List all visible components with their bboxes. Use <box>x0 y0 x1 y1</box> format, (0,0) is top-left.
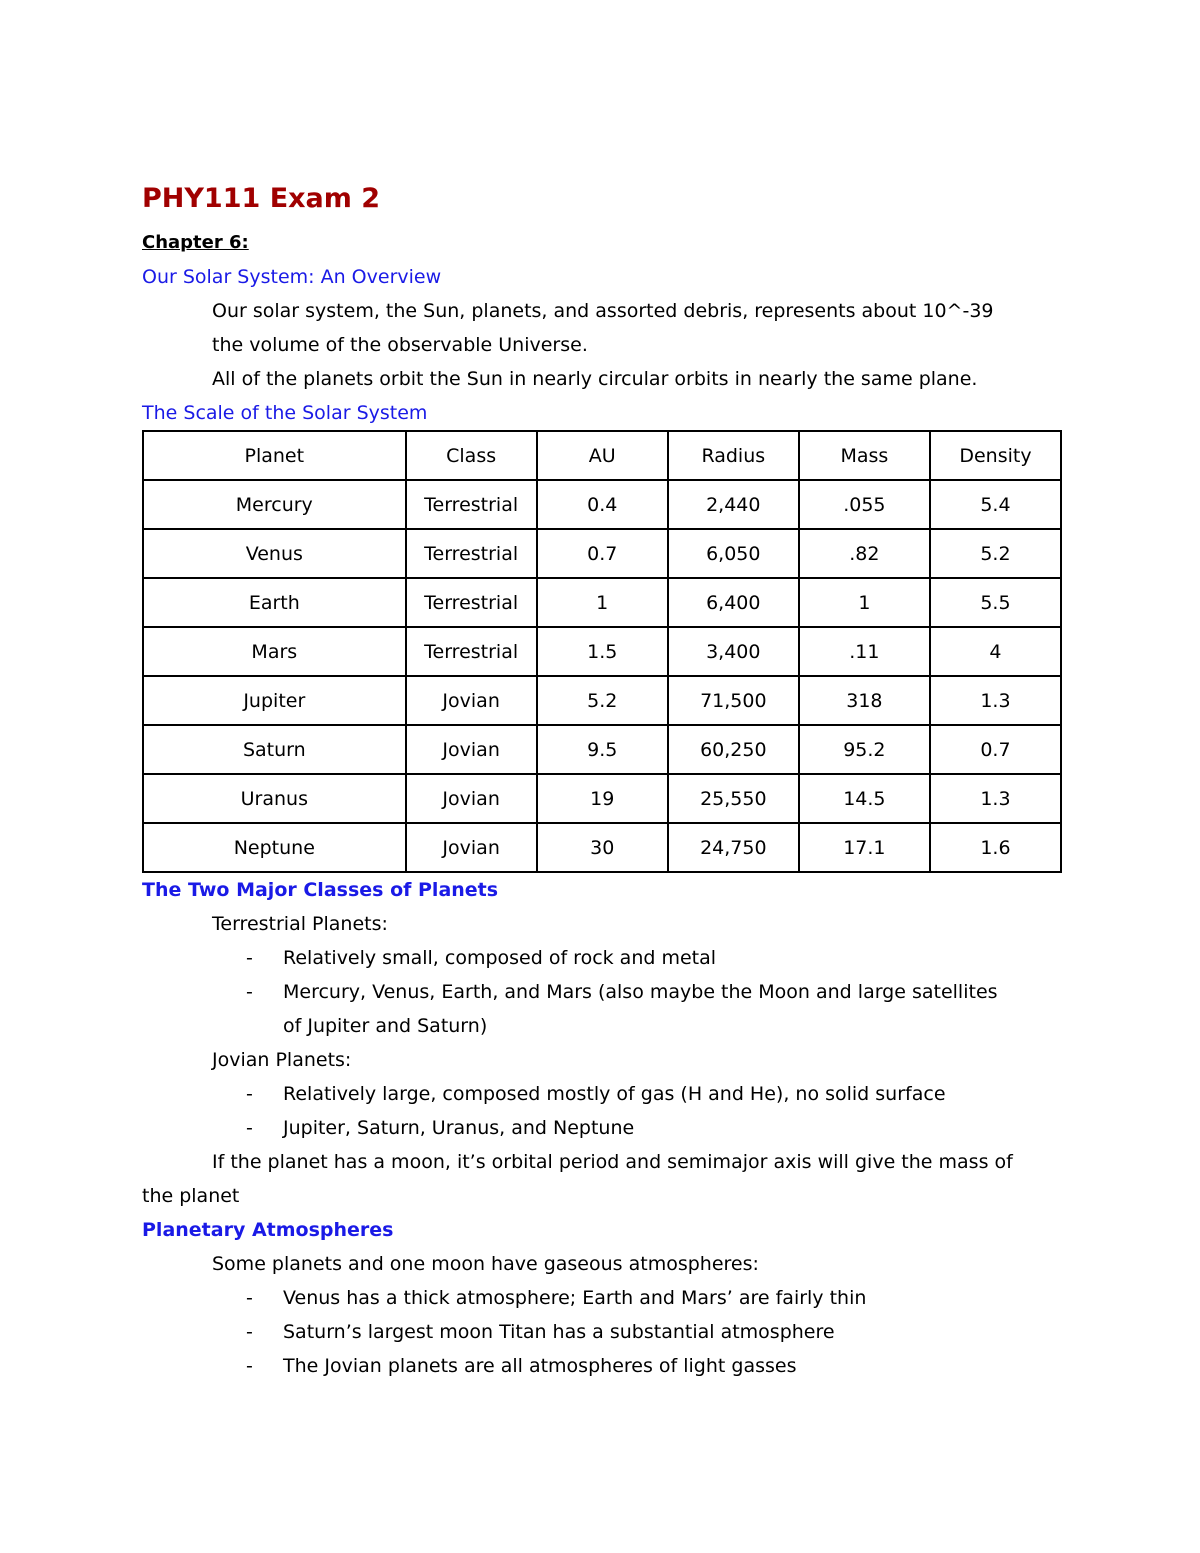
table-cell: Terrestrial <box>406 578 537 627</box>
overview-line: the volume of the observable Universe. <box>212 334 588 356</box>
table-cell: .055 <box>799 480 930 529</box>
table-cell: 9.5 <box>537 725 668 774</box>
table-cell: 5.4 <box>930 480 1061 529</box>
list-item <box>142 1349 1062 1383</box>
bullet-dash: - <box>246 981 253 1003</box>
section-heading-classes: The Two Major Classes of Planets <box>142 879 499 901</box>
table-cell: 6,400 <box>668 578 799 627</box>
table-cell: Jovian <box>406 676 537 725</box>
table-cell: 6,050 <box>668 529 799 578</box>
table-cell: 1 <box>799 578 930 627</box>
table-cell: Jupiter <box>143 676 406 725</box>
list-item <box>142 975 1062 1009</box>
table-header-cell: Class <box>406 431 537 480</box>
section-heading-atmospheres: Planetary Atmospheres <box>142 1219 394 1241</box>
bullet-text: The Jovian planets are all atmospheres of light gasses <box>283 1355 797 1377</box>
section-heading-overview: Our Solar System: An Overview <box>142 266 442 288</box>
table-cell: 24,750 <box>668 823 799 872</box>
table-cell: Mercury <box>143 480 406 529</box>
table-cell: 0.4 <box>537 480 668 529</box>
table-cell: Saturn <box>143 725 406 774</box>
table-cell: 2,440 <box>668 480 799 529</box>
table-row <box>143 627 1061 676</box>
table-cell: Neptune <box>143 823 406 872</box>
table-cell: Mars <box>143 627 406 676</box>
bullet-dash: - <box>246 1117 253 1139</box>
bullet-text: Mercury, Venus, Earth, and Mars (also maybe the Moon and large satellites <box>283 981 998 1003</box>
table-cell: 1.3 <box>930 774 1061 823</box>
list-item <box>142 941 1062 975</box>
table-row <box>143 774 1061 823</box>
list-item <box>142 1281 1062 1315</box>
jovian-label: Jovian Planets: <box>212 1049 352 1071</box>
table-cell: 1.3 <box>930 676 1061 725</box>
table-header-row <box>143 431 1061 480</box>
bullet-text: Relatively large, composed mostly of gas (H and He), no solid surface <box>283 1083 946 1105</box>
table-row <box>143 480 1061 529</box>
table-cell: 1.6 <box>930 823 1061 872</box>
table-row <box>143 578 1061 627</box>
table-cell: 5.2 <box>930 529 1061 578</box>
bullet-dash: - <box>246 947 253 969</box>
table-cell: 1.5 <box>537 627 668 676</box>
bullet-dash: - <box>246 1083 253 1105</box>
table-cell: 0.7 <box>930 725 1061 774</box>
table-cell: 14.5 <box>799 774 930 823</box>
table-header-cell: Mass <box>799 431 930 480</box>
table-cell: 5.2 <box>537 676 668 725</box>
table-header-cell: Radius <box>668 431 799 480</box>
table-header-cell: Planet <box>143 431 406 480</box>
table-cell: Terrestrial <box>406 627 537 676</box>
table-cell: Earth <box>143 578 406 627</box>
table-cell: .11 <box>799 627 930 676</box>
table-row <box>143 529 1061 578</box>
bullet-text: Jupiter, Saturn, Uranus, and Neptune <box>283 1117 635 1139</box>
chapter-label: Chapter 6: <box>142 232 249 253</box>
bullet-text: Relatively small, composed of rock and metal <box>283 947 717 969</box>
table-cell: 19 <box>537 774 668 823</box>
table-cell: 1 <box>537 578 668 627</box>
table-header-cell: AU <box>537 431 668 480</box>
table-cell: 71,500 <box>668 676 799 725</box>
table-cell: .82 <box>799 529 930 578</box>
overview-line: Our solar system, the Sun, planets, and assorted debris, represents about 10^-39 <box>212 300 994 322</box>
bullet-continuation: of Jupiter and Saturn) <box>283 1015 488 1037</box>
document-page <box>142 176 1062 1383</box>
table-cell: Terrestrial <box>406 529 537 578</box>
document-title: PHY111 Exam 2 <box>142 183 381 214</box>
table-cell: 5.5 <box>930 578 1061 627</box>
moon-note-cont: the planet <box>142 1185 240 1207</box>
list-item <box>142 1111 1062 1145</box>
overview-line: All of the planets orbit the Sun in nearly circular orbits in nearly the same plane. <box>212 368 978 390</box>
table-row <box>143 725 1061 774</box>
table-header-cell: Density <box>930 431 1061 480</box>
table-cell: 60,250 <box>668 725 799 774</box>
table-cell: Uranus <box>143 774 406 823</box>
list-item <box>142 1077 1062 1111</box>
section-heading-scale: The Scale of the Solar System <box>142 402 428 424</box>
table-cell: 4 <box>930 627 1061 676</box>
table-cell: 318 <box>799 676 930 725</box>
bullet-text: Saturn’s largest moon Titan has a substantial atmosphere <box>283 1321 835 1343</box>
list-item <box>142 1315 1062 1349</box>
table-cell: Terrestrial <box>406 480 537 529</box>
table-cell: Jovian <box>406 725 537 774</box>
table-cell: 30 <box>537 823 668 872</box>
bullet-dash: - <box>246 1287 253 1309</box>
planet-table <box>142 430 1062 873</box>
moon-note: If the planet has a moon, it’s orbital period and semimajor axis will give the mass of <box>212 1151 1013 1173</box>
table-cell: Venus <box>143 529 406 578</box>
atmospheres-intro: Some planets and one moon have gaseous atmospheres: <box>212 1253 759 1275</box>
table-row <box>143 676 1061 725</box>
bullet-dash: - <box>246 1355 253 1377</box>
table-cell: 0.7 <box>537 529 668 578</box>
terrestrial-label: Terrestrial Planets: <box>212 913 388 935</box>
table-cell: 25,550 <box>668 774 799 823</box>
table-cell: 3,400 <box>668 627 799 676</box>
table-cell: Jovian <box>406 774 537 823</box>
bullet-dash: - <box>246 1321 253 1343</box>
table-cell: 95.2 <box>799 725 930 774</box>
bullet-text: Venus has a thick atmosphere; Earth and Mars’ are fairly thin <box>283 1287 867 1309</box>
table-cell: Jovian <box>406 823 537 872</box>
table-cell: 17.1 <box>799 823 930 872</box>
table-row <box>143 823 1061 872</box>
